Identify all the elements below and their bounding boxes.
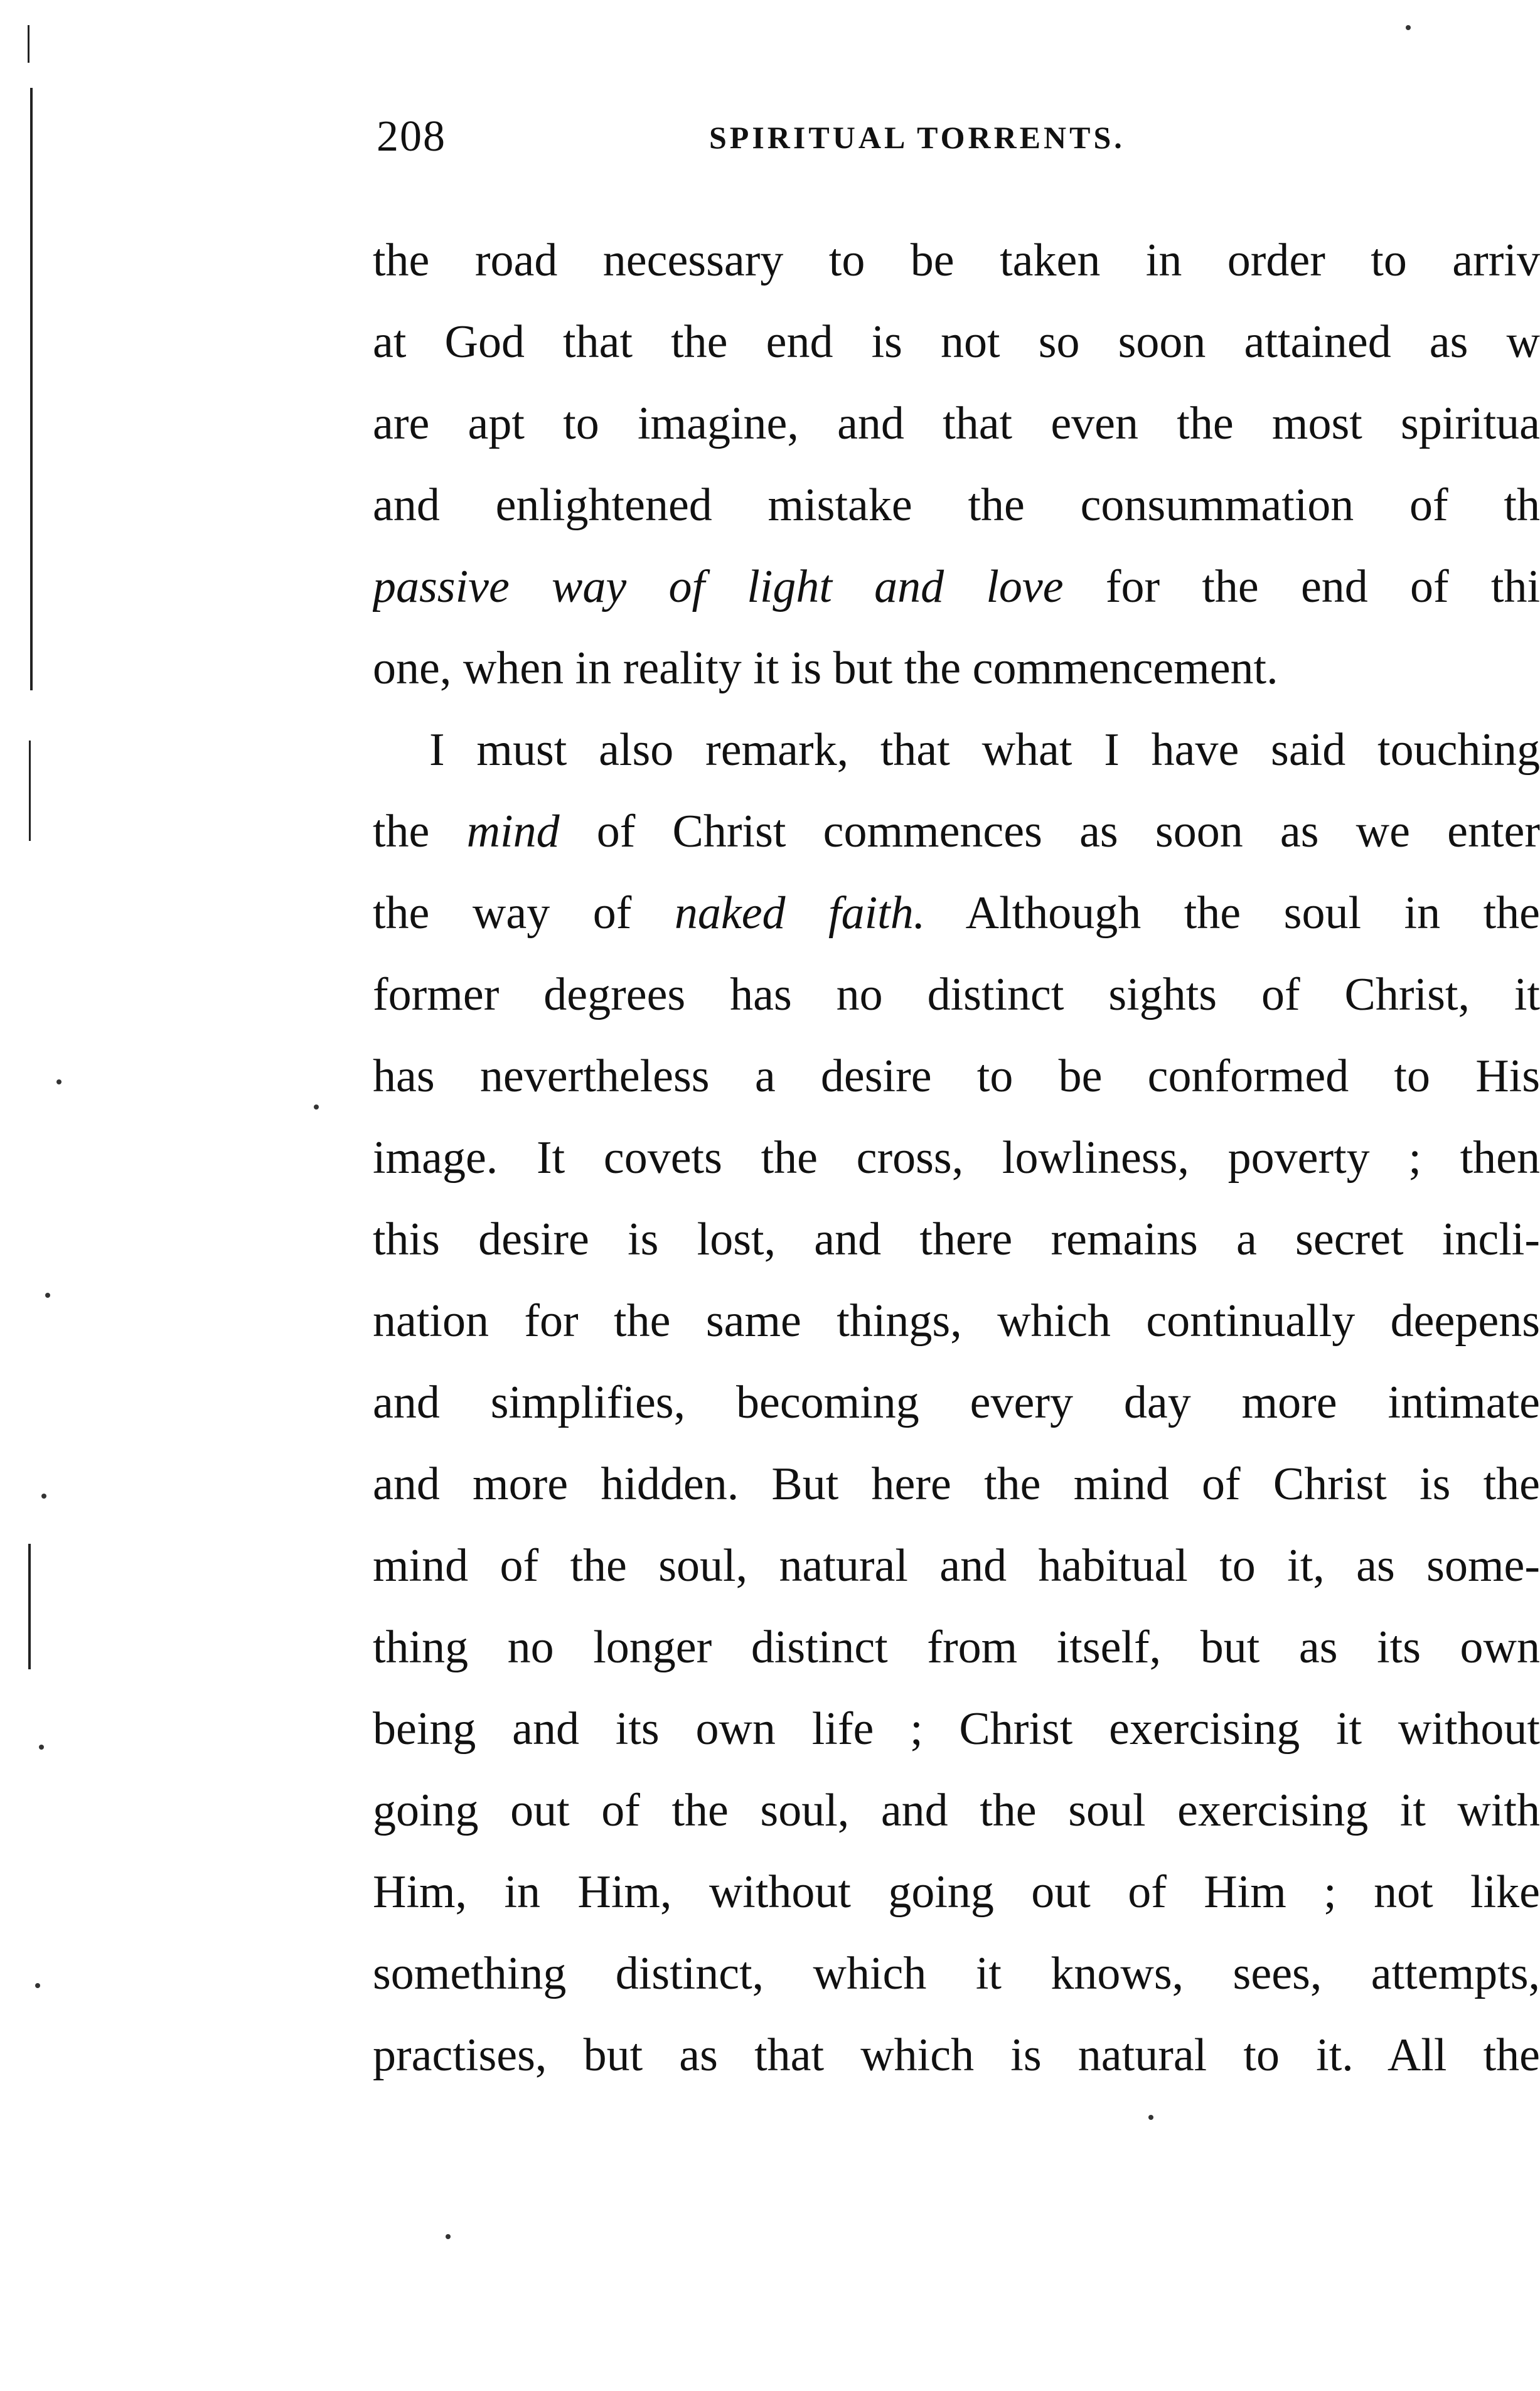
text-line (373, 1117, 1540, 1199)
text-segment: are apt to imagine, and that even the most spiritua (373, 398, 1540, 449)
text-segment: and more hidden. But here the mind of Christ is the (373, 1458, 1540, 1510)
text-segment: for the end of thi (1063, 561, 1540, 612)
text-line (373, 1199, 1540, 1280)
text-segment: Although the soul in the (925, 887, 1540, 939)
scan-speck (1406, 25, 1411, 30)
text-line (373, 1443, 1540, 1525)
text-line (373, 301, 1540, 383)
text-segment: the way of (373, 887, 675, 939)
text-line (373, 872, 1540, 954)
scan-speck (41, 1494, 46, 1499)
text-line (373, 383, 1540, 464)
text-line (373, 220, 1540, 301)
text-line (373, 1688, 1540, 1770)
text-line (373, 709, 1540, 791)
scan-speck (35, 1983, 40, 1988)
text-segment: has nevertheless a desire to be conformed to His (373, 1051, 1540, 1102)
page-number: 208 (377, 112, 446, 161)
running-header (377, 112, 1519, 168)
text-line (373, 954, 1540, 1035)
text-segment: this desire is lost, and there remains a secret incli- (373, 1214, 1540, 1265)
scan-edge-artifact (28, 25, 29, 63)
text-segment: and enlightened mistake the consummation of th (373, 479, 1540, 531)
text-line (373, 628, 1540, 709)
text-segment: the (373, 806, 467, 857)
text-segment: at God that the end is not so soon attained as w (373, 316, 1540, 368)
scan-speck (446, 2234, 451, 2239)
text-segment: I must also remark, that what I have said touching (429, 724, 1540, 776)
text-segment: and simplifies, becoming every day more intimate (373, 1377, 1540, 1428)
text-line (373, 1362, 1540, 1443)
scan-speck (314, 1105, 319, 1110)
italic-text: passive way of light and love (373, 561, 1064, 612)
body-text (373, 220, 1540, 2134)
scan-speck (56, 1079, 61, 1084)
text-segment: something distinct, which it knows, sees, attempts, (373, 1948, 1540, 1999)
scan-speck (1148, 2115, 1153, 2120)
scan-edge-artifact (28, 1544, 31, 1669)
text-segment: being and its own life ; Christ exercising it without (373, 1703, 1540, 1755)
scan-speck (45, 1293, 50, 1298)
text-line (373, 464, 1540, 546)
text-segment: mind of the soul, natural and habitual to it, as some- (373, 1540, 1540, 1591)
text-line (373, 791, 1540, 872)
text-segment: image. It covets the cross, lowliness, poverty ; then (373, 1132, 1540, 1184)
scan-edge-artifact (30, 88, 33, 690)
text-segment: Him, in Him, without going out of Him ; not like (373, 1866, 1540, 1918)
text-line (373, 1770, 1540, 1851)
text-segment: the road necessary to be taken in order to arriv (373, 235, 1540, 286)
text-segment: one, when in reality it is but the commencement. (373, 643, 1278, 694)
scan-speck (39, 1745, 44, 1750)
text-segment: thing no longer distinct from itself, but as its own (373, 1622, 1540, 1673)
text-line (373, 1933, 1540, 2014)
running-title: SPIRITUAL TORRENTS. (709, 120, 1125, 155)
text-line (373, 1851, 1540, 1933)
text-segment: practises, but as that which is natural to it. All the (373, 2030, 1540, 2081)
text-segment: going out of the soul, and the soul exercising it with (373, 1785, 1540, 1836)
italic-text: naked faith. (674, 887, 926, 939)
italic-text: mind (466, 806, 560, 857)
text-line (373, 2014, 1540, 2096)
text-line (373, 1280, 1540, 1362)
text-segment: former degrees has no distinct sights of Christ, it (373, 969, 1540, 1020)
text-segment: nation for the same things, which continually deepens (373, 1295, 1540, 1347)
text-line (373, 1035, 1540, 1117)
scan-edge-artifact (29, 741, 31, 841)
text-line (373, 1525, 1540, 1607)
text-segment: of Christ commences as soon as we enter (559, 806, 1540, 857)
text-line (373, 1607, 1540, 1688)
text-line (373, 546, 1540, 628)
